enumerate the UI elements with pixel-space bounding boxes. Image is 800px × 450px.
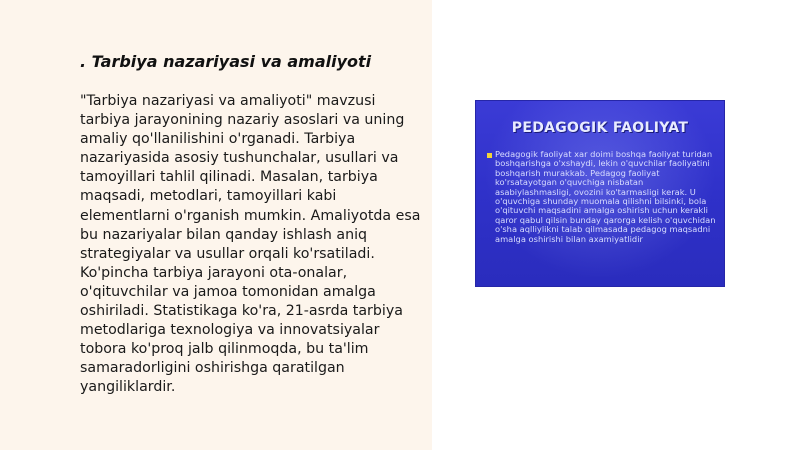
slide-title: PEDAGOGIK FAOLIYAT bbox=[511, 120, 689, 136]
body-paragraph: "Tarbiya nazariyasi va amaliyoti" mavzusi tarbiya jarayonining nazariy asoslari va uning amaliy qo'llanilishini o'rganadi. Tarbiya nazariyasida asosiy tushunchalar, usullari va tamoyillari tahlil qilinadi. Masalan, tarbiya maqsadi, metodlari, tamoyillari kabi elementlarni o'rganish mumkin. Amaliyotda esa bu nazariyalar bilan qanday ishlash aniq strategiyalar va usullar orqali ko'rsatiladi. Ko'pincha tarbiya jarayoni ota-onalar, o'qituvchilar va jamoa tomonidan amalga oshiriladi. Statistikaga ko'ra, 21-asrda tarbiya metodlariga texnologiya va innovatsiyalar tobora ko'proq jalb qilinmoqda, bu ta'lim samaradorligini oshirishga qaratilgan yangiliklardir. bbox=[80, 93, 421, 396]
page-title: . Tarbiya nazariyasi va amaliyoti bbox=[80, 52, 372, 71]
slide-text: Pedagogik faoliyat xar doimi boshqa faoliyat turidan boshqarishga o'xshaydi, lekin o'quvchilar faoliyatini boshqarish murakkab. Pedagog faoliyat ko'rsatayotgan o'quvchiga nisbatan asabiylashmasligi, ovozini ko'tarmasligi kerak. U o'quvchiga shunday muomala qilishni bilsinki, bola o'qituvchi maqsadini amalga oshirish uchun kerakli qaror qabul qilsin bunday qarorga kelish o'quvchidan o'sha aqlliylikni talab qilmasada pedagog maqsadni amalga oshirishi bilan axamiyatlidir bbox=[495, 149, 716, 244]
slide-image bbox=[475, 100, 725, 287]
bullet-icon bbox=[487, 153, 492, 158]
